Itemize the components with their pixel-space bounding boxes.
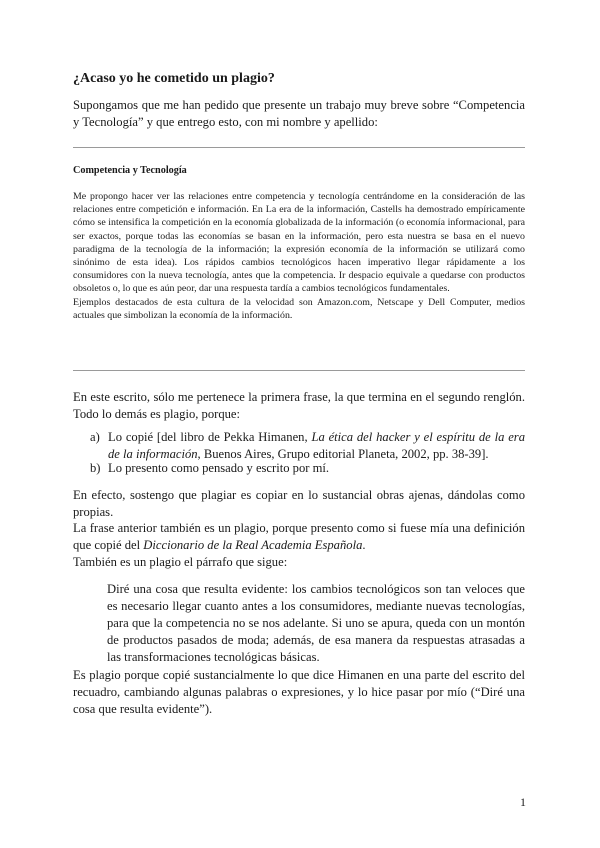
list-item	[90, 460, 525, 477]
intro-paragraph: Supongamos que me han pedido que presente un trabajo muy breve sobre “Competencia y Tecnología” y que entrego esto, con mi nombre y apellido:	[73, 98, 525, 129]
document-title: ¿Acaso yo he cometido un plagio?	[73, 71, 275, 86]
page-number: 1	[520, 795, 526, 809]
list-marker: a)	[90, 430, 100, 444]
efecto-paragraph-2: La frase anterior también es un plagio, porque presento como si fuese mía una definición que copié del Diccionario de la Real Academia Española.	[73, 521, 525, 552]
list-marker: b)	[90, 461, 101, 475]
list-item-text: Lo copié [del libro de Pekka Himanen, La ética del hacker y el espíritu de la era de la información, Buenos Aires, Grupo editorial Planeta, 2002, pp. 38-39].	[108, 430, 525, 461]
box-top-rule	[73, 147, 525, 148]
final-paragraph: Es plagio porque copié sustancialmente lo que dice Himanen en una parte del escrito del recuadro, cambiando algunas palabras o expresiones, y lo hice pasar por mío (“Diré una cosa que resulta evidente”).	[73, 668, 525, 716]
book-title: La ética del hacker y el espíritu de la era de la información	[108, 430, 525, 461]
efecto-paragraph-1: En efecto, sostengo que plagiar es copiar en lo sustancial obras ajenas, dándolas como propias.	[73, 488, 525, 519]
box-paragraph-2: Ejemplos destacados de esta cultura de la velocidad son Amazon.com, Netscape y Dell Computer, medios actuales que simbolizan la economía de la información.	[73, 296, 525, 321]
tambien-paragraph: También es un plagio el párrafo que sigue:	[73, 555, 288, 569]
after-box-paragraph: En este escrito, sólo me pertenece la primera frase, la que termina en el segundo renglón. Todo lo demás es plagio, porque:	[73, 390, 525, 421]
box-bottom-rule	[73, 370, 525, 371]
list-item-text: Lo presento como pensado y escrito por mí.	[108, 461, 330, 475]
box-body	[73, 190, 525, 322]
box-paragraph-1: Me propongo hacer ver las relaciones entre competencia y tecnología centrándome en la consideración de las relaciones entre competición e información. En La era de la información, Castells ha demostrado empíricamente cómo se intensifica la competición en la economía globalizada de la información (o economía informacional, para ser exactos, porque todas las economías se basan en la información, pero esta nuestra se basa en el nuevo paradigma de la tecnología de la información; la expresión economía de la información se utilizará como sinónimo de esta idea). Los rápidos cambios tecnológicos hacen imperativo llegar rápidamente a los consumidores con la nueva tecnología, antes que la competencia. Ir despacio equivale a quedarse con productos obsoletos o, lo que es aún peor, dar una respuesta tardía a cambios tecnológicos fundamentales.	[73, 191, 525, 295]
box-title: Competencia y Tecnología	[73, 165, 187, 176]
list-item	[90, 429, 525, 463]
block-quote: Diré una cosa que resulta evidente: los cambios tecnológicos son tan veloces que es necesario llegar cuanto antes a los consumidores, mediante nuevas tecnologías, para que la competencia no se nos adelante. Si uno se apura, queda con un montón de productos pasados de moda; además, de esa manera da respuestas atrasadas a las transformaciones tecnológicas básicas.	[107, 582, 525, 664]
dictionary-title: Diccionario de la Real Academia Española	[143, 538, 363, 552]
